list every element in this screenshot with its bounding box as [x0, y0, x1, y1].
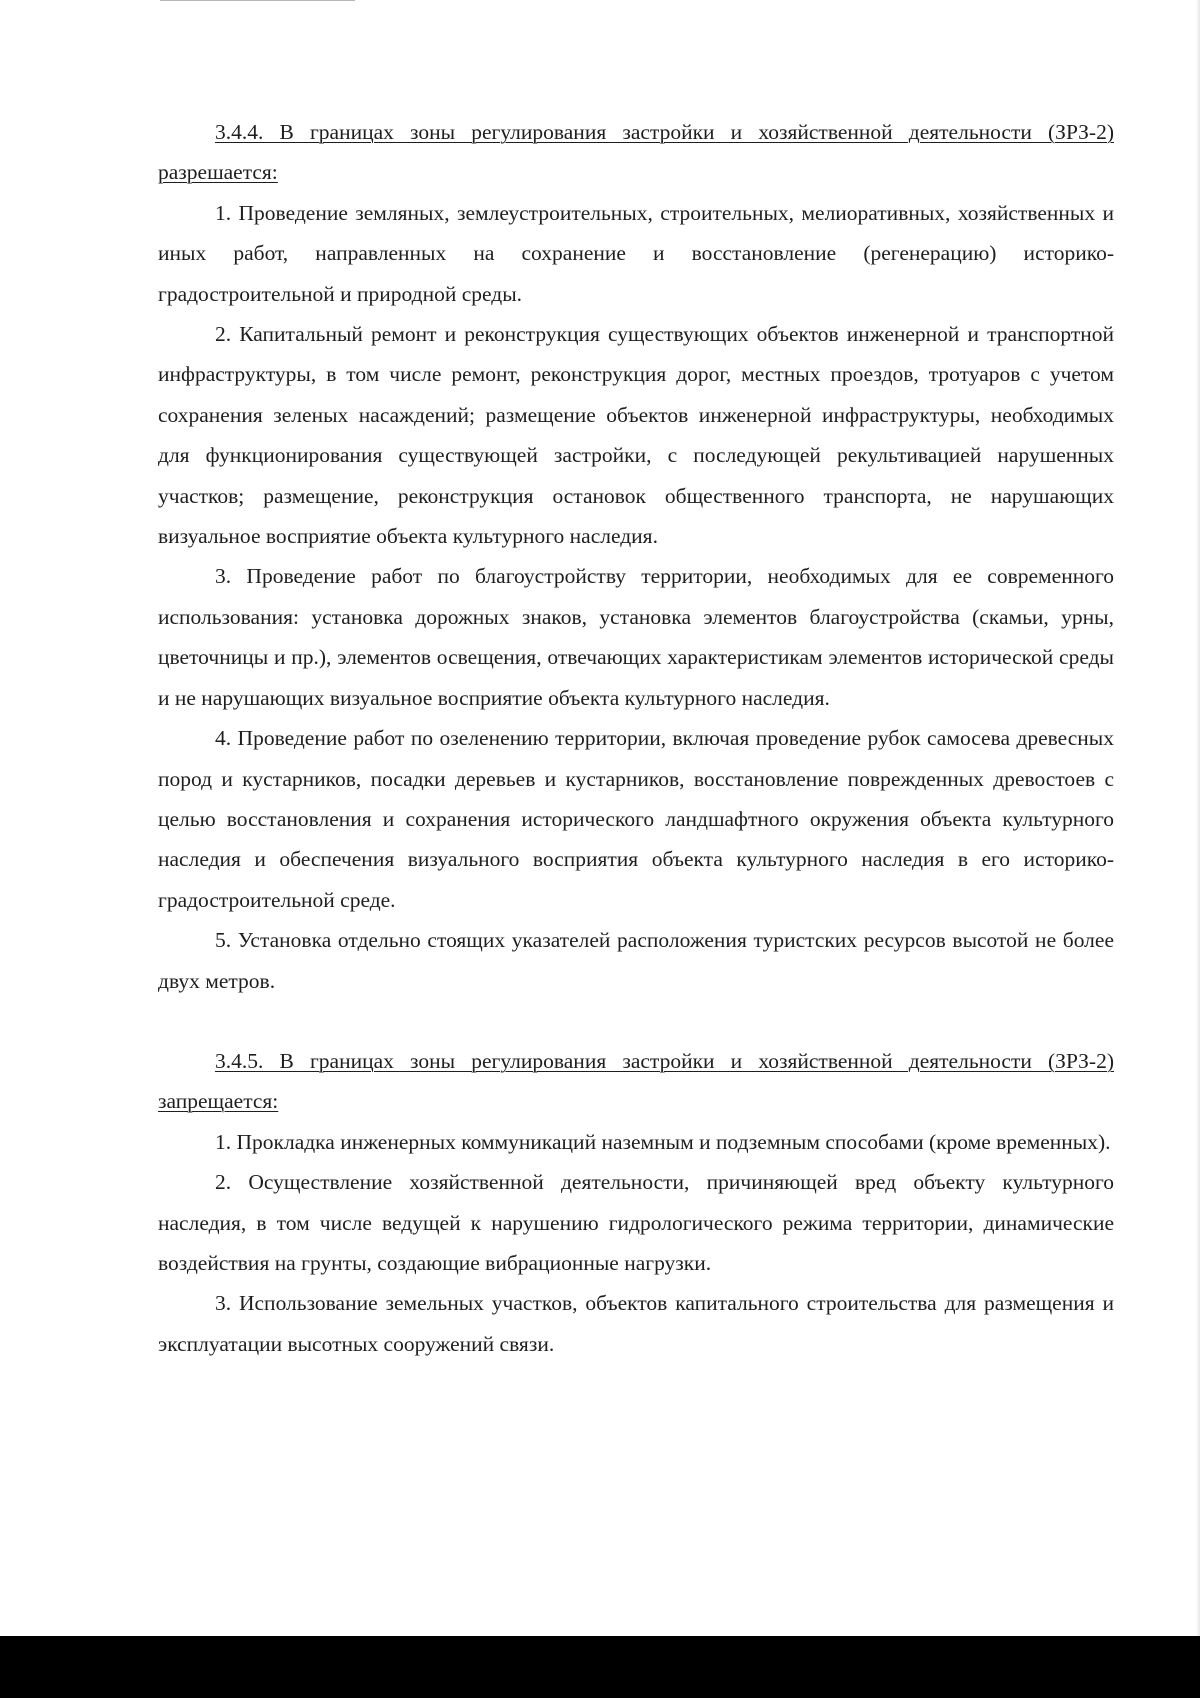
list-item: 2. Осуществление хозяйственной деятельности, причиняющей вред объекту культурного наследия, в том числе ведущей к нарушению гидрологического режима территории, динамические воздействия на грунты, создающие вибрационные нагрузки. [158, 1170, 1114, 1275]
scan-right-edge [1196, 0, 1200, 1636]
list-item: 3. Использование земельных участков, объектов капитального строительства для размещения и эксплуатации высотных сооружений связи. [158, 1291, 1114, 1356]
section-heading [158, 1041, 1114, 1122]
section-3-4-4 [158, 112, 1114, 1001]
list-item: 1. Прокладка инженерных коммуникаций наземным и подземным способами (кроме временных). [215, 1129, 1111, 1154]
document-body [158, 112, 1114, 1364]
section-heading-text: 3.4.5. В границах зоны регулирования застройки и хозяйственной деятельности (ЗРЗ-2) запрещается: [158, 1048, 1114, 1114]
list-item: 4. Проведение работ по озеленению территории, включая проведение рубок самосева древесных пород и кустарников, посадки деревьев и кустарников, восстановление поврежденных древостоев с целью восстановления и сохранения исторического ландшафтного окружения объекта культурного наследия и обеспечения визуального восприятия объекта культурного наследия в его историко-градостроительной среде. [158, 726, 1114, 912]
scan-top-mark [160, 0, 355, 1]
section-spacer [158, 1001, 1114, 1041]
section-heading [158, 112, 1114, 193]
scan-bottom-band [0, 1636, 1200, 1698]
list-item: 5. Установка отдельно стоящих указателей расположения туристских ресурсов высотой не более двух метров. [158, 928, 1114, 993]
section-heading-text: 3.4.4. В границах зоны регулирования застройки и хозяйственной деятельности (ЗРЗ-2) разрешается: [158, 120, 1114, 185]
list-item: 3. Проведение работ по благоустройству территории, необходимых для ее современного использования: установка дорожных знаков, установка элементов благоустройства (скамьи, урны, цветочницы и пр.), элементов освещения, отвечающих характеристикам элементов исторической среды и не нарушающих визуальное восприятие объекта культурного наследия. [158, 564, 1114, 710]
list-item: 2. Капитальный ремонт и реконструкция существующих объектов инженерной и транспортной инфраструктуры, в том числе ремонт, реконструкция дорог, местных проездов, тротуаров с учетом сохранения зеленых насаждений; размещение объектов инженерной инфраструктуры, необходимых для функционирования существующей застройки, с последующей рекультивацией нарушенных участков; размещение, реконструкция остановок общественного транспорта, не нарушающих визуальное восприятие объекта культурного наследия. [158, 322, 1114, 549]
list-item: 1. Проведение земляных, землеустроительных, строительных, мелиоративных, хозяйственных и иных работ, направленных на сохранение и восстановление (регенерацию) историко-градостроительной и природной среды. [158, 200, 1114, 306]
section-3-4-5 [158, 1041, 1114, 1364]
